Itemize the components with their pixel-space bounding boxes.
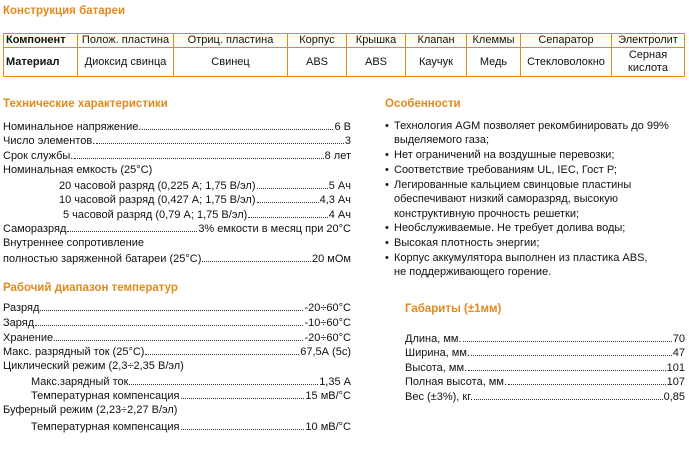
spec-label: 5 часовой разряд (0,79 А; 1,75 В/эл) xyxy=(63,209,248,221)
spec-value: 70 xyxy=(672,333,685,345)
table-cell: Клеммы xyxy=(467,34,521,48)
section-title-dims: Габариты (±1мм) xyxy=(405,303,502,315)
buffer-temp-comp xyxy=(31,420,351,434)
feature-item: Соответствие требованиям UL, IEC, Гост Р; xyxy=(394,164,617,176)
spec-cap10 xyxy=(59,193,351,207)
spec-value: 1,35 А xyxy=(319,376,351,388)
feature-item: Нет ограничений на воздушные перевозки; xyxy=(394,149,615,161)
table-cell: Отриц. пластина xyxy=(174,34,288,48)
table-cell: Каучук xyxy=(406,48,467,77)
components-header-row xyxy=(4,34,685,48)
spec-value: 107 xyxy=(666,376,685,388)
feature-item: Легированные кальцием свинцовые пластины xyxy=(394,179,632,191)
spec-label: Ширина, мм. xyxy=(405,347,470,359)
table-cell: ABS xyxy=(347,48,406,77)
table-cell: Крышка xyxy=(347,34,406,48)
spec-value: 101 xyxy=(666,362,685,374)
spec-cap20 xyxy=(59,179,351,193)
resistance-title: Внутреннее сопротивление xyxy=(3,237,144,249)
spec-value: -20÷60°С xyxy=(304,302,351,314)
spec-label: Макс. разрядный ток (25°С) xyxy=(3,346,145,358)
spec-label: Температурная компенсация xyxy=(31,390,180,402)
spec-value: 8 лет xyxy=(324,150,351,162)
cyclic-temp-comp xyxy=(31,389,351,403)
temp-max-discharge xyxy=(3,345,351,359)
spec-label: Срок службы. xyxy=(3,150,74,162)
table-cell: Медь xyxy=(467,48,521,77)
dim-weight xyxy=(405,390,685,404)
table-cell: Стекловолокно xyxy=(521,48,612,77)
spec-value: 4,3 Ач xyxy=(319,194,351,206)
bullet-icon: • xyxy=(385,237,389,249)
table-cell: Полож. пластина xyxy=(78,34,174,48)
feature-item: Высокая плотность энергии; xyxy=(394,237,540,249)
spec-value: 15 мВ/°С xyxy=(305,390,351,402)
table-cell: Серная кислота xyxy=(612,48,685,77)
components-material-row xyxy=(4,48,685,77)
spec-label: Температурная компенсация xyxy=(31,421,180,433)
spec-value: 3 xyxy=(344,135,351,147)
table-cell: Свинец xyxy=(174,48,288,77)
table-cell: Материал xyxy=(4,48,78,77)
spec-value: 10 мВ/°С xyxy=(305,421,351,433)
table-cell: ABS xyxy=(288,48,347,77)
temp-charge xyxy=(3,316,351,330)
table-cell: Корпус xyxy=(288,34,347,48)
table-cell: Электролит xyxy=(612,34,685,48)
spec-resistance xyxy=(3,252,351,266)
table-cell: Сепаратор xyxy=(521,34,612,48)
bullet-icon: • xyxy=(385,252,389,264)
spec-label: Номинальное напряжение. xyxy=(3,121,142,133)
spec-label: Заряд xyxy=(3,317,35,329)
buffer-title: Буферный режим (2,23÷2,27 В/эл) xyxy=(3,404,178,416)
bullet-icon: • xyxy=(385,222,389,234)
bullet-icon: • xyxy=(385,149,389,161)
spec-self-discharge xyxy=(3,222,351,236)
cyclic-max-current xyxy=(31,375,351,389)
spec-label: Полная высота, мм. xyxy=(405,376,507,388)
spec-value: 20 мОм xyxy=(312,253,351,265)
table-cell: Клапан xyxy=(406,34,467,48)
spec-label: Высота, мм. xyxy=(405,362,468,374)
dim-width xyxy=(405,346,685,360)
bullet-icon: • xyxy=(385,179,389,191)
spec-value: 5 Ач xyxy=(328,180,351,192)
spec-cells xyxy=(3,134,351,148)
temp-discharge xyxy=(3,301,351,315)
spec-value: 67,5А (5с) xyxy=(300,346,351,358)
spec-value: 3% емкости в месяц при 20°С xyxy=(198,223,351,235)
spec-value: 47 xyxy=(672,347,685,359)
bullet-icon: • xyxy=(385,120,389,132)
spec-label: Длина, мм. xyxy=(405,333,462,345)
components-table xyxy=(3,33,685,77)
feature-item-cont: не поддерживающего горение. xyxy=(394,266,552,278)
feature-item: Необслуживаемые. Не требует долива воды; xyxy=(394,222,626,234)
spec-nominal-voltage xyxy=(3,120,351,134)
spec-value: 6 В xyxy=(334,121,351,133)
spec-value: -20÷60°С xyxy=(304,332,351,344)
bullet-icon: • xyxy=(385,164,389,176)
table-cell: Компонент xyxy=(4,34,78,48)
dim-length xyxy=(405,332,685,346)
spec-label: 20 часовой разряд (0,225 А; 1,75 В/эл) xyxy=(59,180,256,192)
spec-label: полностью заряженной батареи (25°С) xyxy=(3,253,202,265)
spec-label: Вес (±3%), кг. xyxy=(405,391,473,403)
feature-item-cont: выделяемого газа; xyxy=(394,134,490,146)
dim-height xyxy=(405,361,685,375)
section-title-battery: Конструкция батареи xyxy=(3,5,126,17)
spec-value: -10÷60°С xyxy=(304,317,351,329)
spec-value: 0,85 xyxy=(663,391,685,403)
spec-label: Разряд xyxy=(3,302,40,314)
spec-label: Макс.зарядный ток xyxy=(31,376,129,388)
section-title-features: Особенности xyxy=(385,98,461,110)
section-title-tech: Технические характеристики xyxy=(3,98,168,110)
spec-value: 4 Ач xyxy=(328,209,351,221)
spec-service-life xyxy=(3,149,351,163)
dim-full-height xyxy=(405,375,685,389)
capacity-title: Номинальная емкость (25°С) xyxy=(3,164,153,176)
table-cell: Диоксид свинца xyxy=(78,48,174,77)
feature-item-cont: конструктивную прочность решетки; xyxy=(394,208,580,220)
spec-label: Саморазряд xyxy=(3,223,67,235)
feature-item: Корпус аккумулятора выполнен из пластика ABS, xyxy=(394,252,648,264)
spec-cap5 xyxy=(63,208,351,222)
section-title-temp: Рабочий диапазон температур xyxy=(3,282,178,294)
spec-label: 10 часовой разряд (0,427 А; 1,75 В/эл) xyxy=(59,194,256,206)
feature-item: Технология AGM позволяет рекомбинировать до 99% xyxy=(394,120,669,132)
cyclic-title: Циклический режим (2,3÷2,35 В/эл) xyxy=(3,360,184,372)
spec-label: Число элементов. xyxy=(3,135,96,147)
spec-label: Хранение xyxy=(3,332,54,344)
feature-item-cont: обеспечивают низкий саморазряд, высокую xyxy=(394,193,618,205)
temp-storage xyxy=(3,331,351,345)
